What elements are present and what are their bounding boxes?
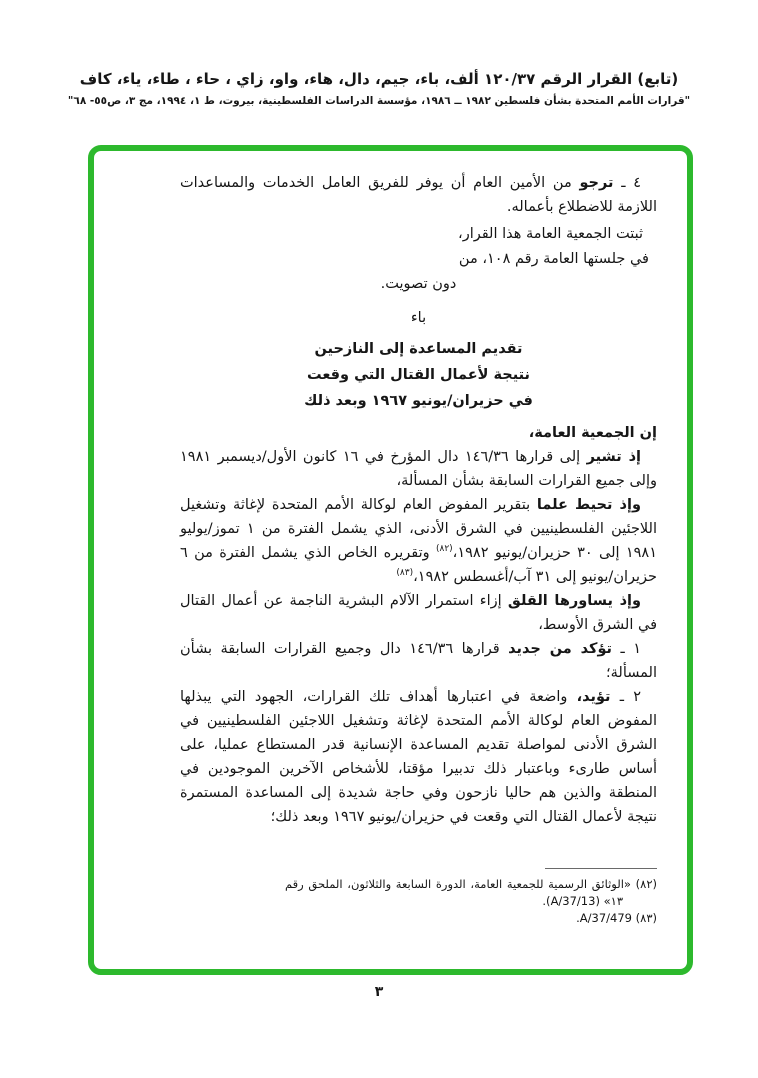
resolution-title-line	[180, 362, 657, 388]
paragraph	[180, 272, 657, 297]
page-number: ٣	[374, 984, 384, 1000]
text-segment: وإذ تحيط علما	[536, 497, 641, 513]
text-segment: في حزيران/يونيو ١٩٦٧ وبعد ذلك	[304, 393, 533, 409]
resolution-header-title: (تابع) القرار الرقم ١٢٠/٣٧ ألف، باء، جيم، دال، هاء، واو، زاي ، حاء ، طاء، ياء، كاف	[79, 70, 679, 88]
footnote-separator	[545, 868, 657, 869]
paragraph	[180, 421, 657, 445]
text-segment: ثبتت الجمعية العامة هذا القرار،	[458, 226, 643, 242]
paragraph	[180, 171, 657, 219]
paragraph	[180, 445, 657, 493]
highlight-border	[88, 145, 693, 975]
section-label	[180, 306, 657, 331]
paragraph	[180, 247, 657, 272]
text-segment: إلى قرارها ١٤٦/٣٦ دال المؤرخ في ١٦ كانون الأول/ديسمبر ١٩٨١ وإلى جميع القرارات السابقة بشأن المسألة،	[180, 449, 657, 489]
paragraph	[180, 493, 657, 589]
footnote-item: (٨٢) «الوثائق الرسمية للجمعية العامة، الدورة السابعة والثلاثون، الملحق رقم ١٣» (A/37/13).	[285, 877, 657, 908]
paragraph	[180, 222, 657, 247]
text-segment: ترجو	[579, 175, 614, 191]
text-segment: تقديم المساعدة إلى النازحين	[314, 341, 523, 357]
text-segment: تؤكد من جديد	[508, 641, 612, 657]
text-segment: في جلستها العامة رقم ١٠٨، من	[458, 251, 649, 267]
resolution-title-line	[180, 336, 657, 362]
footnote-list	[285, 876, 657, 927]
text-segment: نتيجة لأعمال القتال التي وقعت	[306, 367, 530, 383]
text-segment: واضعة في اعتبارها أهداف تلك القرارات، الجهود التي يبذلها المفوض العام لوكالة الأمم المتحدة لإغاثة وتشغيل اللاجئين الفلسطينيين في الشرق الأدنى لمواصلة تقديم المساعدة الإنسانية قدر المستطاع عمليا، على أساس طارىء وباعتبار ذلك تدبيرا مؤقتا، للأشخاص الآخرين الموجودين في المنطقة والذين هم حاليا نازحون وفي حاجة شديدة إلى المساعدة المستمرة نتيجة لأعمال القتال التي وقعت في حزيران/يونيو ١٩٦٧ وبعد ذلك؛	[180, 689, 657, 825]
text-segment: بتقرير المفوض العام لوكالة الأمم المتحدة لإغاثة وتشغيل اللاجئين الفلسطينيين في الشرق الأدنى، الذي يشمل الفترة من ١ تموز/يوليو ١٩٨١ إلى ٣٠ حزيران/يونيو ١٩٨٢،	[180, 497, 658, 561]
text-segment: وتقريره الخاص الذي يشمل الفترة من ٦ حزيران/يونيو إلى ٣١ آب/أغسطس ١٩٨٢،	[180, 545, 657, 585]
paragraph	[180, 637, 657, 685]
resolution-text	[180, 171, 657, 829]
text-segment: إذ تشير	[586, 449, 641, 465]
resolution-title-line	[180, 388, 657, 414]
text-segment: إن الجمعية العامة،	[528, 425, 657, 441]
source-citation: "قرارات الأمم المتحدة بشأن فلسطين ١٩٨٢ ــ ١٩٨٦، مؤسسة الدراسات الفلسطينية، بيروت، ط ١، ١٩٩٤، مج ٣، ص٥٥- ٦٨"	[67, 95, 691, 107]
text-segment: إزاء استمرار الآلام البشرية الناجمة عن أعمال القتال في الشرق الأوسط،	[180, 593, 657, 633]
page-header	[0, 70, 758, 107]
text-segment: قرارها ١٤٦/٣٦ دال وجميع القرارات السابقة بشأن المسألة؛	[180, 641, 657, 681]
text-segment: دون تصويت.	[380, 276, 457, 292]
paragraph	[180, 685, 657, 829]
text-segment: من الأمين العام أن يوفر للفريق العامل الخدمات والمساعدات اللازمة للاضطلاع بأعماله.	[180, 175, 657, 215]
text-segment: وإذ يساورها القلق	[507, 593, 641, 609]
text-segment: ٢ ـ	[610, 689, 641, 705]
footnote-item: (٨٣) A/37/479.	[576, 911, 657, 925]
text-segment: ٤ ـ	[613, 175, 641, 191]
footnotes	[285, 868, 657, 927]
footnote-marker: (٨٣)	[396, 568, 414, 579]
text-segment: تؤيد،	[576, 689, 611, 705]
text-segment: باء	[410, 310, 427, 326]
text-segment: ١ ـ	[612, 641, 641, 657]
footnote-marker: (٨٢)	[435, 544, 453, 555]
paragraph	[180, 589, 657, 637]
